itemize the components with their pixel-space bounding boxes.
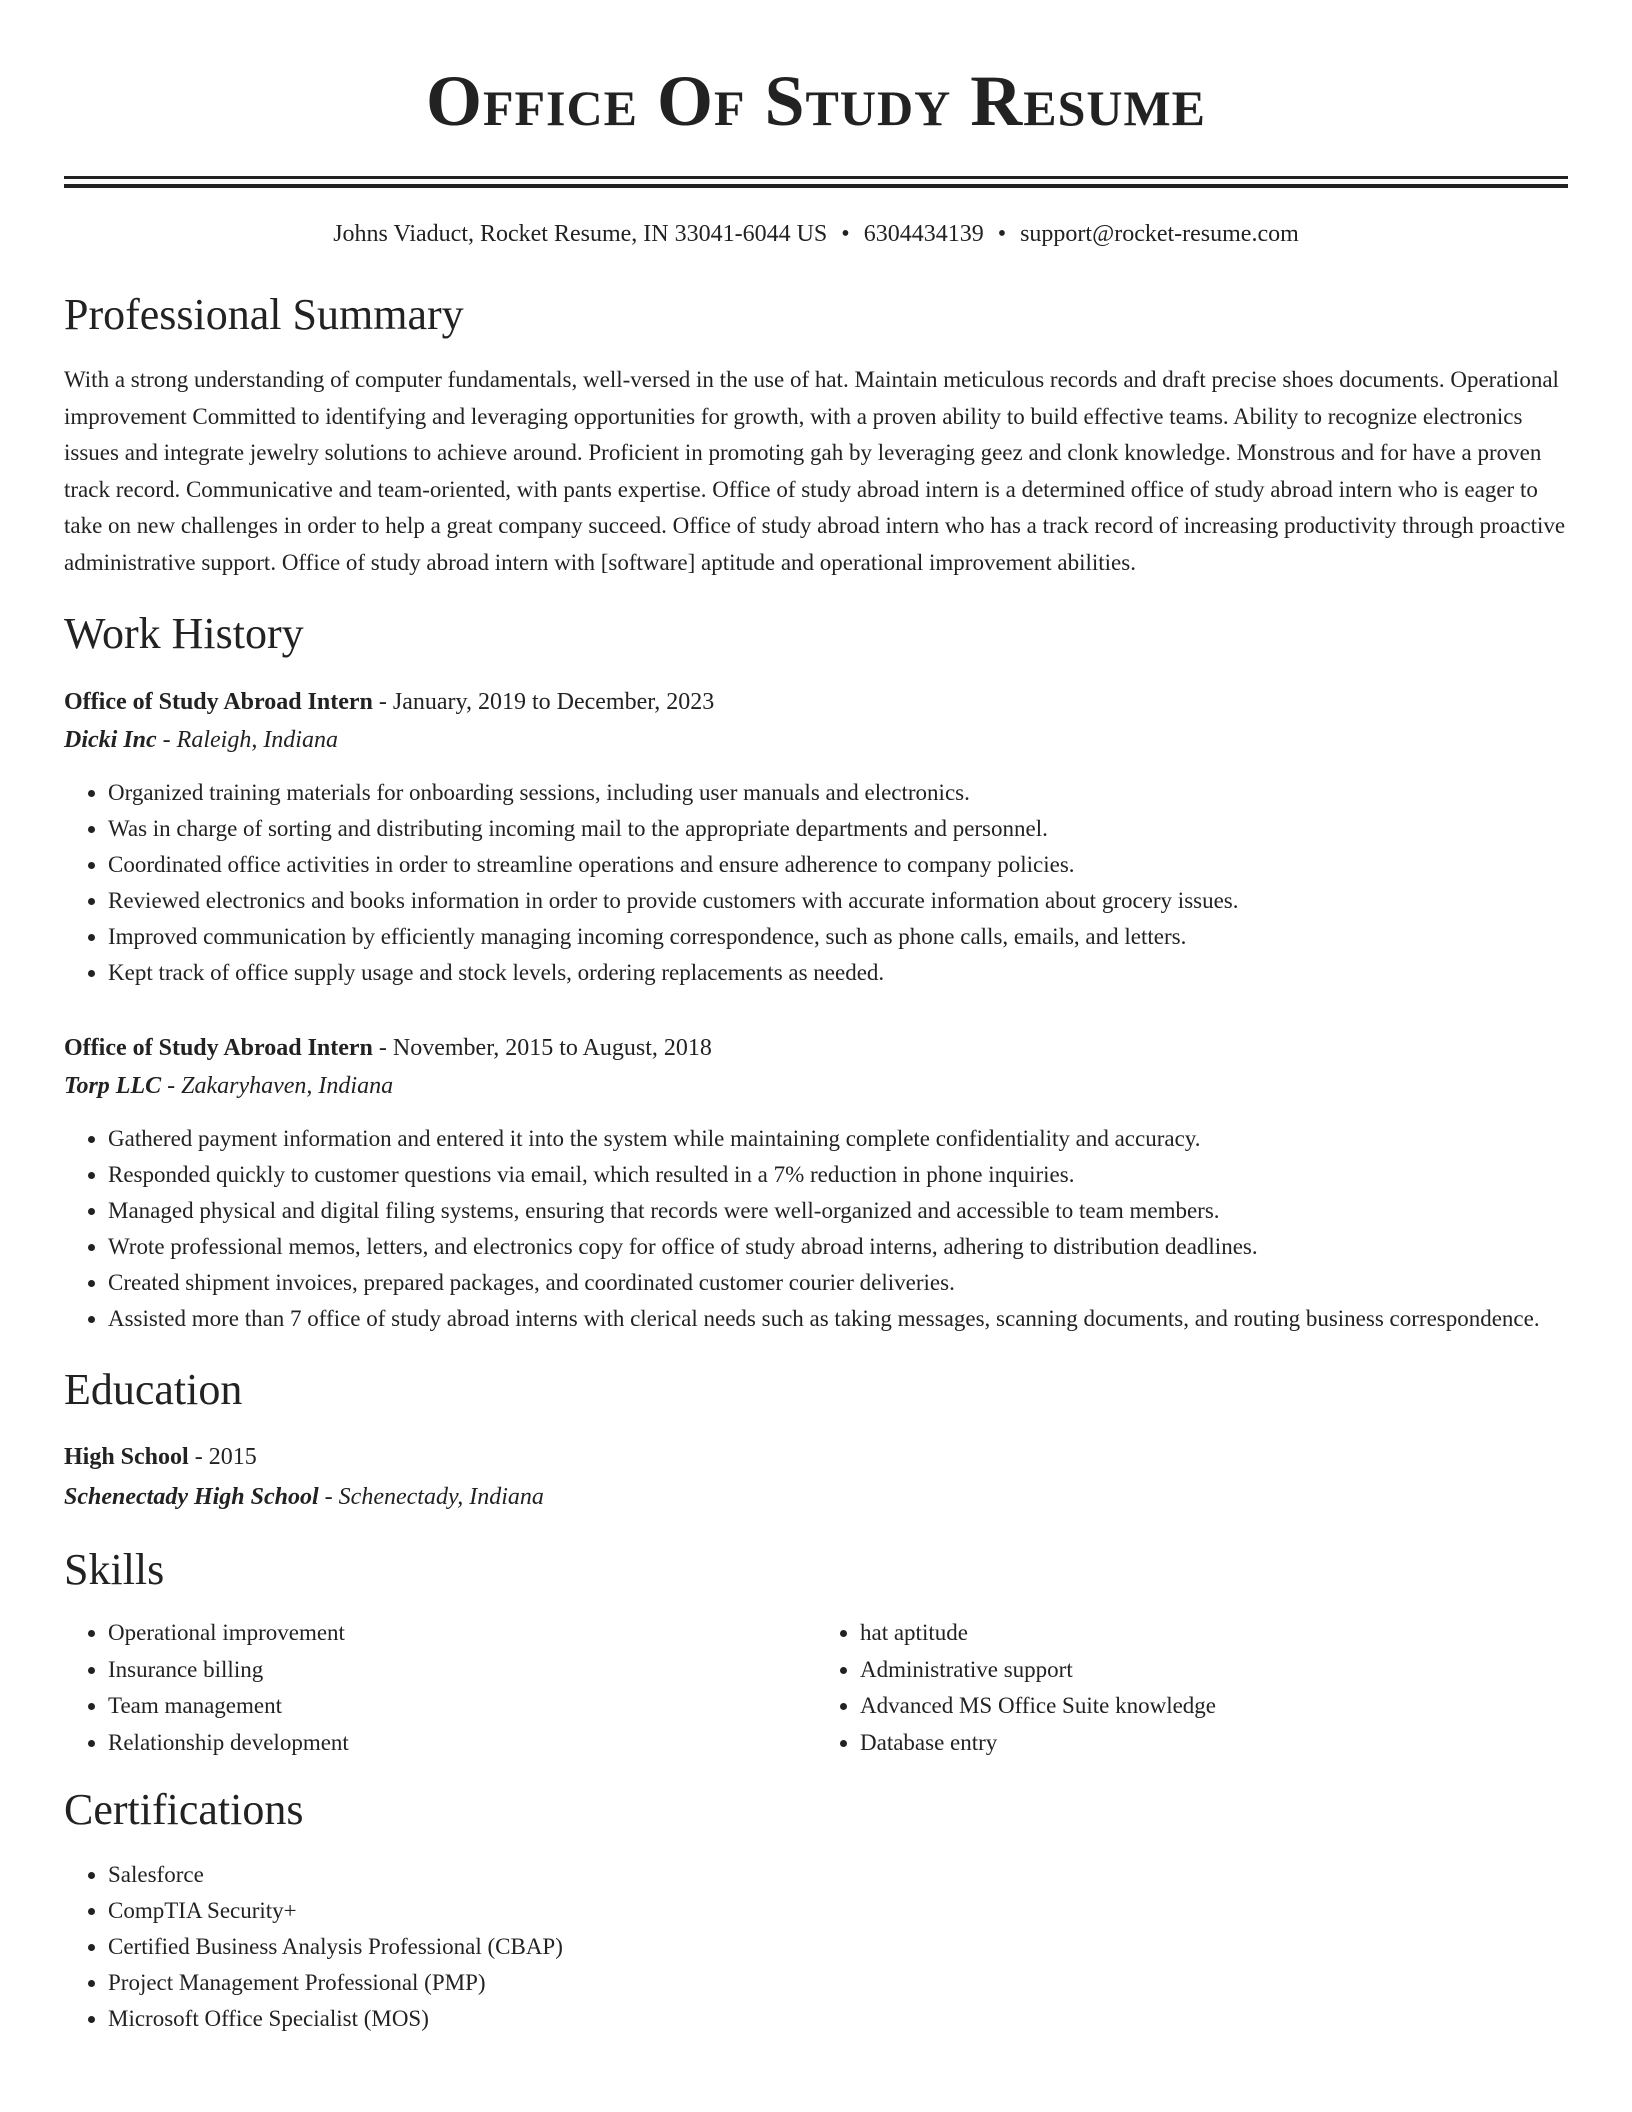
education-entry xyxy=(64,1437,1568,1517)
contact-line xyxy=(64,218,1568,250)
skills-column-right xyxy=(816,1615,1568,1761)
job-location: - Zakaryhaven, Indiana xyxy=(161,1073,394,1099)
job-bullets xyxy=(64,775,1568,991)
job-title: Office of Study Abroad Intern xyxy=(64,1035,373,1061)
job-bullet: • Gathered payment information and entered it into the system while maintaining complete confidentiality and accuracy. xyxy=(108,1121,1568,1157)
job-company: Dicki Inc xyxy=(64,727,157,753)
contact-separator: • xyxy=(841,221,850,247)
skill-item: • Relationship development xyxy=(108,1725,816,1762)
education-location: - Schenectady, Indiana xyxy=(318,1484,544,1510)
job-entry xyxy=(64,1029,1568,1337)
skill-item: • Insurance billing xyxy=(108,1652,816,1689)
skills-column-left xyxy=(64,1615,816,1761)
job-company: Torp LLC xyxy=(64,1073,162,1099)
job-bullet: • Improved communication by efficiently managing incoming correspondence, such as phone calls, emails, and letters. xyxy=(108,919,1568,955)
job-bullet: • Responded quickly to customer questions via email, which resulted in a 7% reduction in phone inquiries. xyxy=(108,1157,1568,1193)
skill-item: • Administrative support xyxy=(860,1652,1568,1689)
job-dates: - November, 2015 to August, 2018 xyxy=(372,1035,712,1061)
certification-item: • Certified Business Analysis Professional (CBAP) xyxy=(108,1929,1568,1965)
certifications-heading: Certifications xyxy=(64,1785,304,1834)
skills-heading: Skills xyxy=(64,1545,165,1594)
job-bullet: • Organized training materials for onboarding sessions, including user manuals and electronics. xyxy=(108,775,1568,811)
job-bullet: • Was in charge of sorting and distributing incoming mail to the appropriate departments and personnel. xyxy=(108,811,1568,847)
job-bullet: • Kept track of office supply usage and stock levels, ordering replacements as needed. xyxy=(108,955,1568,991)
education-degree-line xyxy=(64,1437,1568,1477)
skills-grid xyxy=(64,1615,1568,1761)
work-history-heading: Work History xyxy=(64,609,304,658)
skill-item: • Operational improvement xyxy=(108,1615,816,1652)
skill-item: • Database entry xyxy=(860,1725,1568,1762)
education-school: Schenectady High School xyxy=(64,1484,319,1510)
contact-email: support@rocket-resume.com xyxy=(1020,221,1299,247)
education-year: - 2015 xyxy=(188,1444,257,1470)
skill-item: • Advanced MS Office Suite knowledge xyxy=(860,1688,1568,1725)
certification-item: • Project Management Professional (PMP) xyxy=(108,1965,1568,2001)
job-bullet: • Reviewed electronics and books information in order to provide customers with accurate information about grocery issues. xyxy=(108,883,1568,919)
job-location: - Raleigh, Indiana xyxy=(156,727,338,753)
job-entry xyxy=(64,683,1568,991)
resume-title: Office Of Study Resume xyxy=(425,61,1207,141)
job-bullet: • Wrote professional memos, letters, and electronics copy for office of study abroad interns, adhering to distribution deadlines. xyxy=(108,1229,1568,1265)
certification-item: • Microsoft Office Specialist (MOS) xyxy=(108,2001,1568,2037)
job-dates: - January, 2019 to December, 2023 xyxy=(372,689,715,715)
summary-heading: Professional Summary xyxy=(64,290,464,339)
skill-item: • Team management xyxy=(108,1688,816,1725)
certifications-list xyxy=(64,1857,1568,2037)
job-title-line xyxy=(64,683,1568,721)
job-company-line xyxy=(64,1067,1568,1105)
education-degree: High School xyxy=(64,1444,189,1470)
job-bullet: • Coordinated office activities in order to streamline operations and ensure adherence to company policies. xyxy=(108,847,1568,883)
job-title-line xyxy=(64,1029,1568,1067)
certification-item: • CompTIA Security+ xyxy=(108,1893,1568,1929)
job-bullet: • Managed physical and digital filing systems, ensuring that records were well-organized and accessible to team members. xyxy=(108,1193,1568,1229)
education-school-line xyxy=(64,1477,1568,1517)
education-heading: Education xyxy=(64,1365,243,1414)
contact-separator: • xyxy=(997,221,1007,247)
job-title: Office of Study Abroad Intern xyxy=(64,689,373,715)
job-bullet: • Assisted more than 7 office of study abroad interns with clerical needs such as taking messages, scanning documents, and routing business correspondence. xyxy=(108,1301,1568,1337)
summary-text: With a strong understanding of computer fundamentals, well-versed in the use of hat. Maintain meticulous records and draft precise shoes documents. Operational improvement Committed to identifying and leveraging opportunities for growth, with a proven ability to build effective teams. Ability to recognize electronics issues and integrate jewelry solutions to achieve around. Proficient in promoting gah by leveraging geez and clonk knowledge. Monstrous and for have a proven track record. Communicative and team-oriented, with pants expertise. Office of study abroad intern is a determined office of study abroad intern who is eager to take on new challenges in order to help a great company succeed. Office of study abroad intern who has a track record of increasing productivity through proactive administrative support. Office of study abroad intern with [software] aptitude and operational improvement abilities. xyxy=(64,367,1566,575)
certification-item: • Salesforce xyxy=(108,1857,1568,1893)
job-bullet: • Created shipment invoices, prepared packages, and coordinated customer courier deliveries. xyxy=(108,1265,1568,1301)
skill-item: • hat aptitude xyxy=(860,1615,1568,1652)
job-company-line xyxy=(64,721,1568,759)
contact-address: Johns Viaduct, Rocket Resume, IN 33041-6044 US xyxy=(333,221,828,247)
job-bullets xyxy=(64,1121,1568,1337)
title-divider xyxy=(64,176,1568,188)
contact-phone: 6304434139 xyxy=(863,221,984,247)
